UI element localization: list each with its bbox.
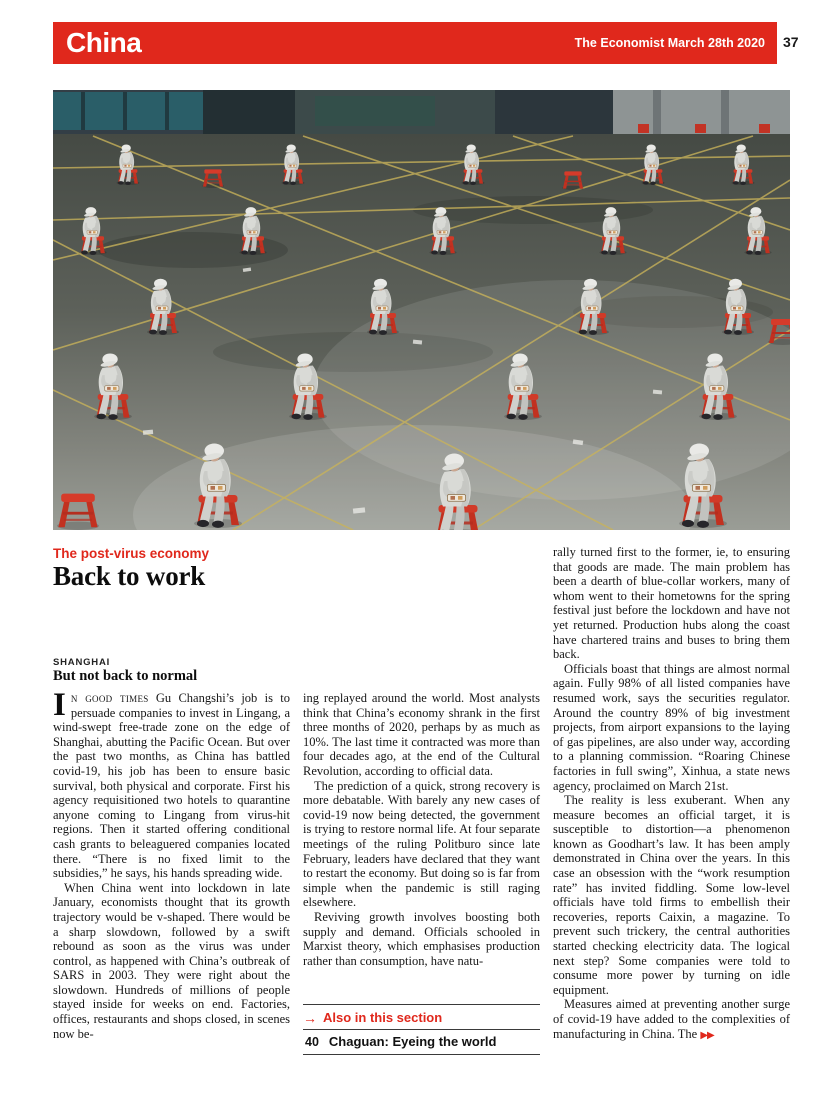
paragraph: ing replayed around the world. Most analysts think that China’s economy shrank in the first three months of 2020, perhaps by as much as 10%. The last time it contracted was more than four decades ago, at the end of the Cultural Revolution, according to official data. <box>303 691 540 778</box>
also-in-this-section <box>303 1004 540 1055</box>
right-arrow-icon: → <box>303 1009 317 1026</box>
body-column-3 <box>553 545 790 1063</box>
article-dateline: SHANGHAI <box>53 657 111 668</box>
paragraph: The prediction of a quick, strong recovery is more debatable. With barely any new cases of covid-19 now being detected, the government is trying to restore normal life. At four separate meetings of the ruling Politburo since late February, leaders have declared that they want to restart the economy. But doing so is far from simple when the pandemic is still raging elsewhere. <box>303 778 540 910</box>
also-item-title: Chaguan: Eyeing the world <box>328 1034 497 1049</box>
section-title: China <box>66 27 142 58</box>
paragraph: When China went into lockdown in late January, economists thought that its growth trajectory would be v-shaped. There would be a sharp slowdown, followed by a swift rebound as soon as the virus was under control, as happened with China’s outbreak of SARS in 2003. They were right about the slowdown. Hundreds of millions of people stayed inside for weeks on end. Factories, offices, restaurants and shops closed, in scenes now be- <box>53 880 290 1041</box>
body-column-1 <box>53 687 290 1083</box>
paragraph <box>53 687 290 881</box>
paragraph: The reality is less exuberant. When any measure becomes an official target, it is susceptible to distortion—a phenomenon known as Goodhart’s law. It has been amply demonstrated in China over the years. In this case an obsession with the “work resumption rate” has invited fiddling. Some low-level officials have told firms to embellish their recoveries, reports Caixin, a magazine. To prevent such trickery, the central authorities started checking electricity data. The logical next step? Some companies were told to consume more power by turning on idle equipment. <box>553 793 790 997</box>
article-kicker: The post-virus economy <box>53 546 210 561</box>
masthead: The Economist March 28th 2020 <box>574 36 765 50</box>
continued-on-next-page-icon: ▶▶ <box>700 1029 714 1041</box>
section-banner <box>53 22 777 64</box>
drop-cap: I <box>53 687 66 723</box>
paragraph <box>553 997 790 1043</box>
paragraph-text: Gu Changshi’s job is to persuade companies to invest in Lingang, a wind-swept free-trade zone on the edge of Shanghai, abutting the Pacific Ocean. But over the past two months, as China has battled covid-19, his job has been to ensure basic survival, both physical and corporate. First his agency requisitioned two hotels to quarantine anyone coming to Lingang from virus-hit regions. Then it started offering conditional cash grants to beleaguered companies located there. “There is no fixed limit to the subsidies,” he says, his hands spreading wide. <box>53 691 290 881</box>
rule <box>303 1054 540 1055</box>
body-column-2 <box>303 691 540 991</box>
paragraph-text: Measures aimed at preventing another surge of covid-19 have added to the complexities of manufacturing in China. The <box>553 997 790 1041</box>
also-title: Also in this section <box>323 1010 443 1025</box>
also-item-page-number: 40 <box>305 1035 319 1049</box>
paragraph: rally turned first to the former, ie, to ensuring that goods are made. The main problem has been a dearth of blue-collar workers, many of whom went to their hometowns for the spring festival just before the lockdown and have not yet returned. Production hubs along the coast have chartered trains and buses to bring them back. <box>553 545 790 662</box>
small-caps-opener: n good times <box>70 691 149 705</box>
also-item <box>303 1030 540 1054</box>
paragraph: Officials boast that things are almost normal again. Fully 98% of all listed companies have resumed work, says the securities regulator. Around the country 89% of big investment projects, from airport expansions to the laying of gas pipelines, are also under way, according to a planning commission. “Roaring Chinese factories in full swing”, Xinhua, a state news agency, proclaimed on March 21st. <box>553 661 790 793</box>
also-title-row <box>303 1005 540 1029</box>
page-number: 37 <box>783 34 799 50</box>
factory-canteen-illustration <box>53 90 790 530</box>
article-rubric: But not back to normal <box>53 668 198 684</box>
article-photo <box>53 90 790 530</box>
article-headline: Back to work <box>53 561 206 591</box>
paragraph: Reviving growth involves boosting both supply and demand. Officials schooled in Marxist theory, which emphasises production rather than consumption, have natu- <box>303 909 540 968</box>
